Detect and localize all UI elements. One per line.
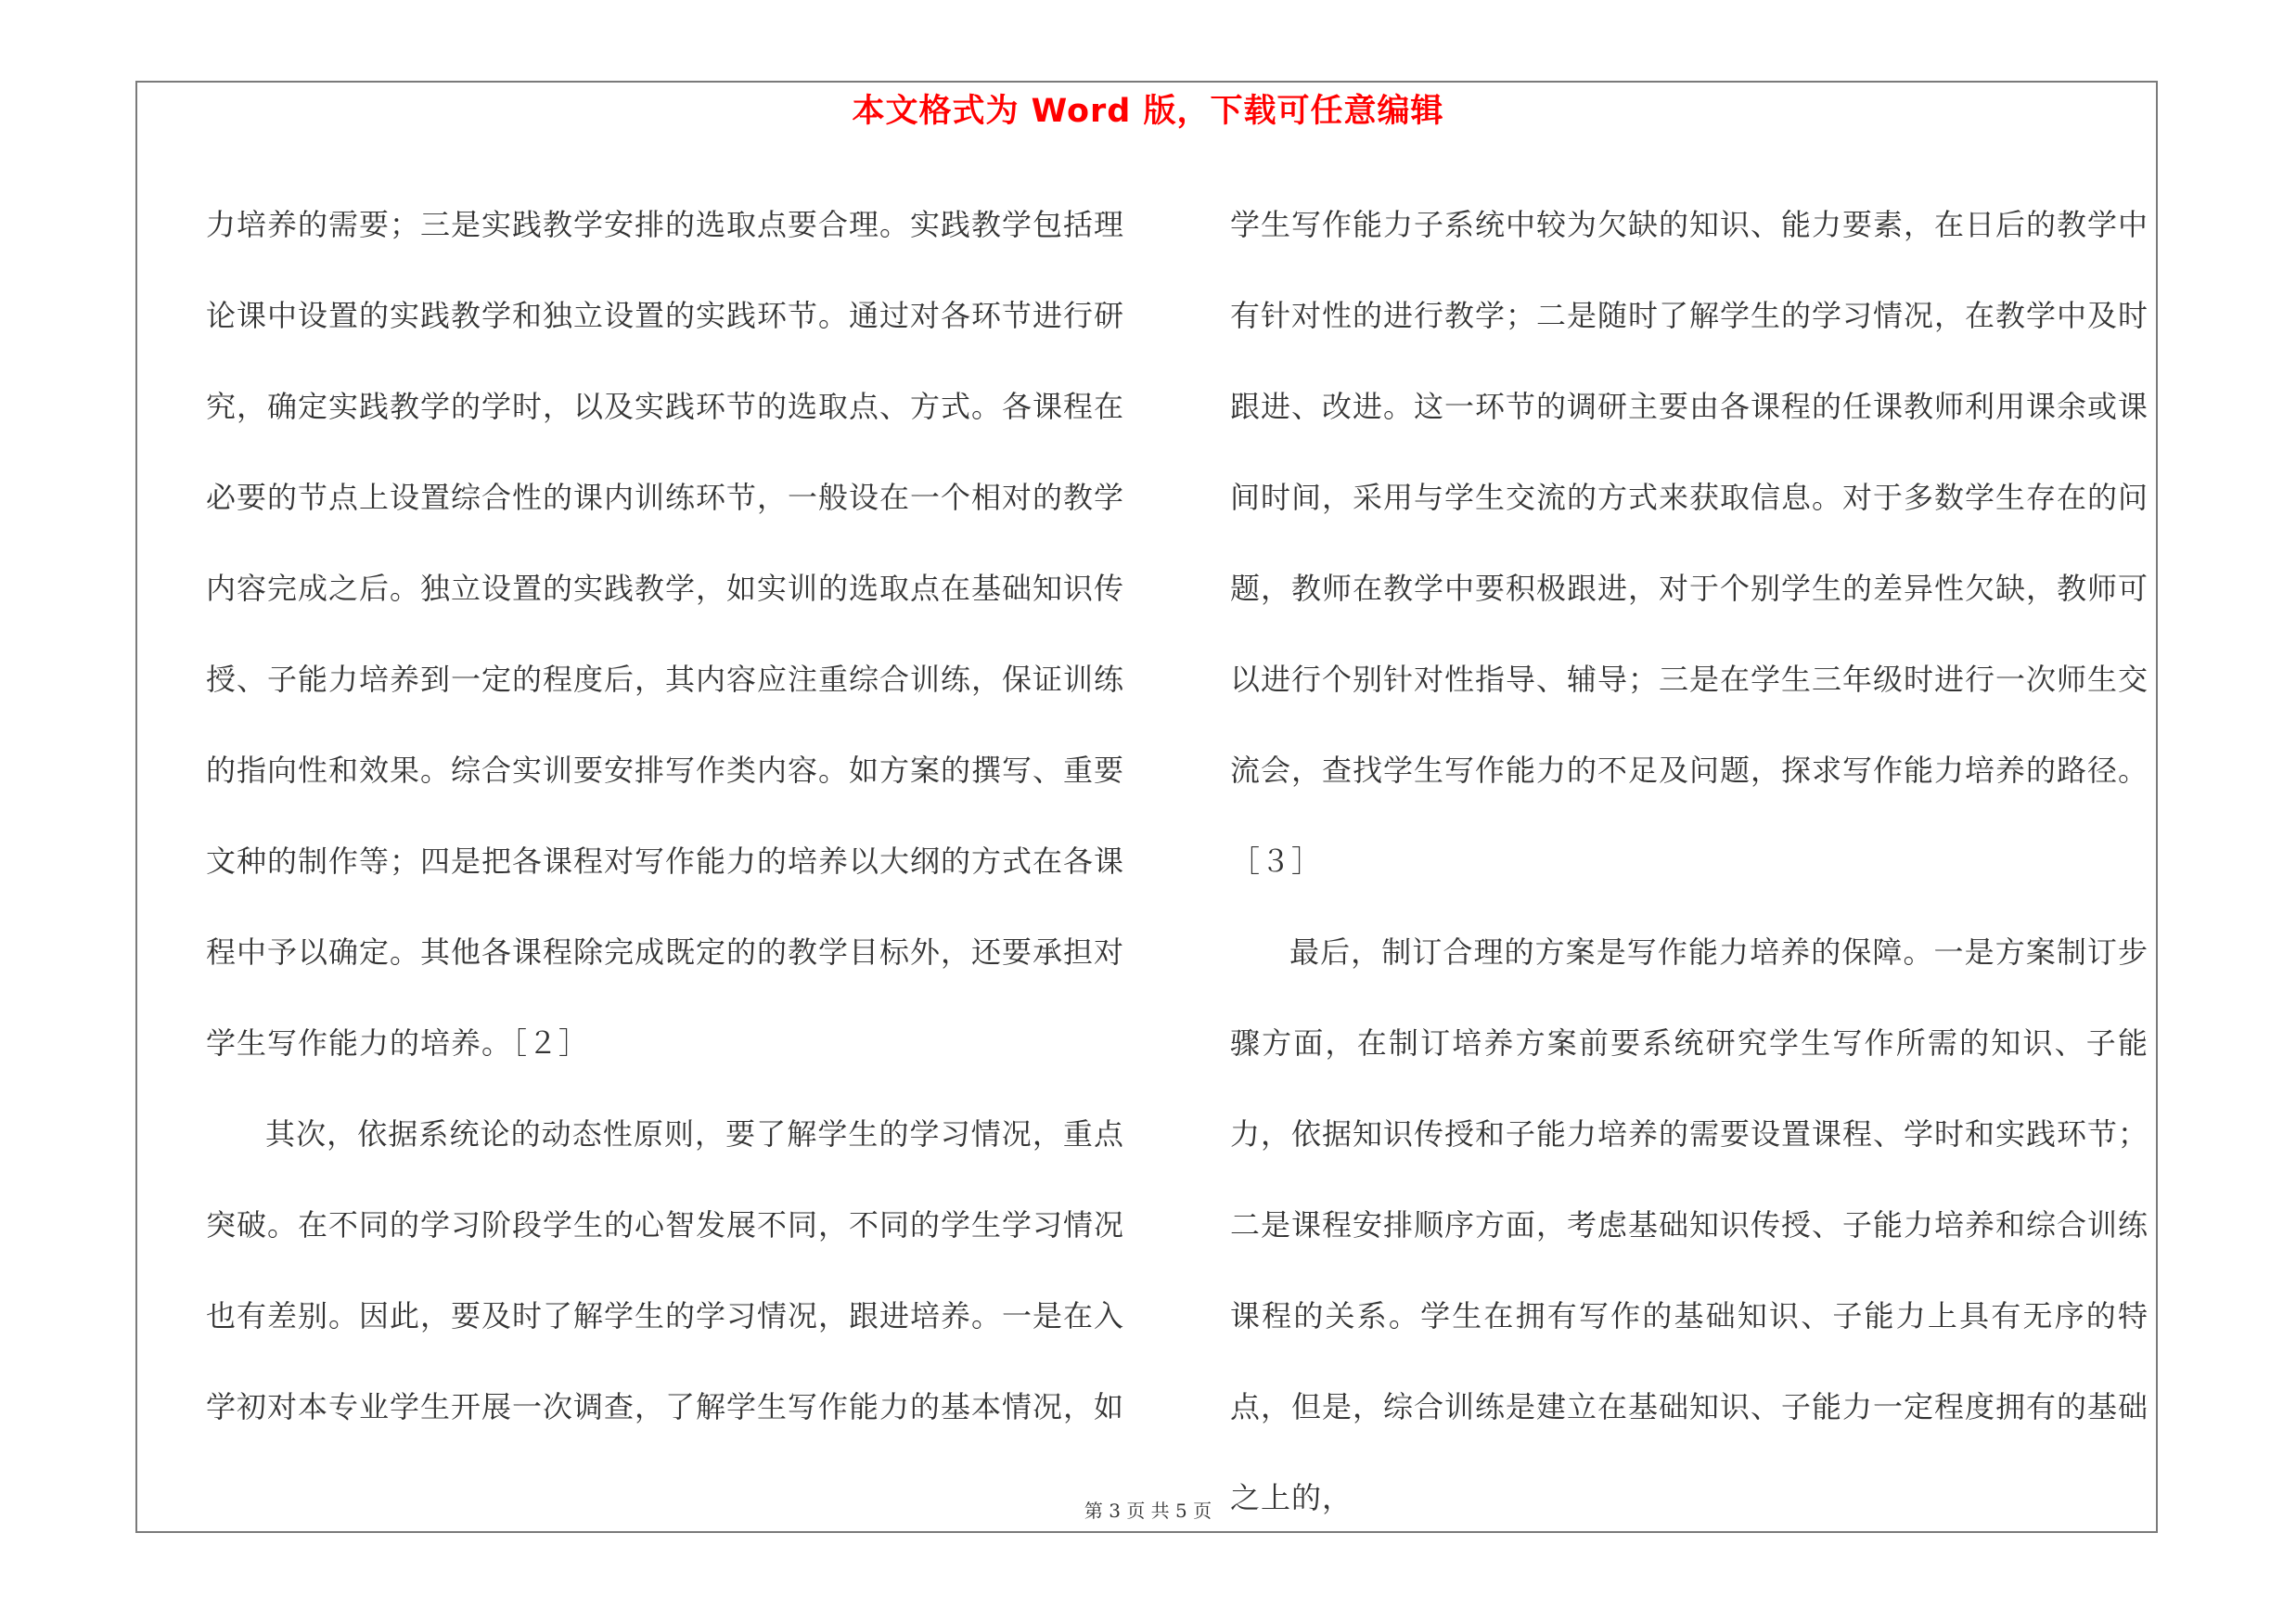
paragraph: 学生写作能力子系统中较为欠缺的知识、能力要素，在日后的教学中有针对性的进行教学；二是随时了解学生的学习情况，在教学中及时跟进、改进。这一环节的调研主要由各课程的任课教师利用课余或课间时间，采用与学生交流的方式来获取信息。对于多数学生存在的问题，教师在教学中要积极跟进，对于个别学生的差异性欠缺，教师可以进行个别针对性指导、辅导；三是在学生三年级时进行一次师生交流会，查找学生写作能力的不足及问题，探求写作能力培养的路径。［３］ [1230,207,2149,879]
paragraph: 其次，依据系统论的动态性原则，要了解学生的学习情况，重点突破。在不同的学习阶段学生的心智发展不同，不同的学生学习情况也有差别。因此，要及时了解学生的学习情况，跟进培养。一是在入学初对本专业学生开展一次调查，了解学生写作能力的基本情况，如 [206,1116,1125,1424]
paragraph: 力培养的需要；三是实践教学安排的选取点要合理。实践教学包括理论课中设置的实践教学和独立设置的实践环节。通过对各环节进行研究，确定实践教学的学时，以及实践环节的选取点、方式。各课程在必要的节点上设置综合性的课内训练环节，一般设在一个相对的教学内容完成之后。独立设置的实践教学，如实训的选取点在基础知识传授、子能力培养到一定的程度后，其内容应注重综合训练，保证训练的指向性和效果。综合实训要安排写作类内容。如方案的撰写、重要文种的制作等；四是把各课程对写作能力的培养以大纲的方式在各课程中予以确定。其他各课程除完成既定的的教学目标外，还要承担对学生写作能力的培养。［２］ [206,207,1125,1061]
right-column [1230,179,2148,1543]
paragraph: 最后，制订合理的方案是写作能力培养的保障。一是方案制订步骤方面，在制订培养方案前要系统研究学生写作所需的知识、子能力，依据知识传授和子能力培养的需要设置课程、学时和实践环节；二是课程安排顺序方面，考虑基础知识传授、子能力培养和综合训练课程的关系。学生在拥有写作的基础知识、子能力上具有无序的特点，但是，综合训练是建立在基础知识、子能力一定程度拥有的基础之上的， [1230,934,2149,1515]
page-number: 第 3 页 共 5 页 [1084,1500,1212,1522]
header-banner: 本文格式为 Word 版，下载可任意编辑 [852,93,1444,130]
left-column [206,179,1124,1452]
